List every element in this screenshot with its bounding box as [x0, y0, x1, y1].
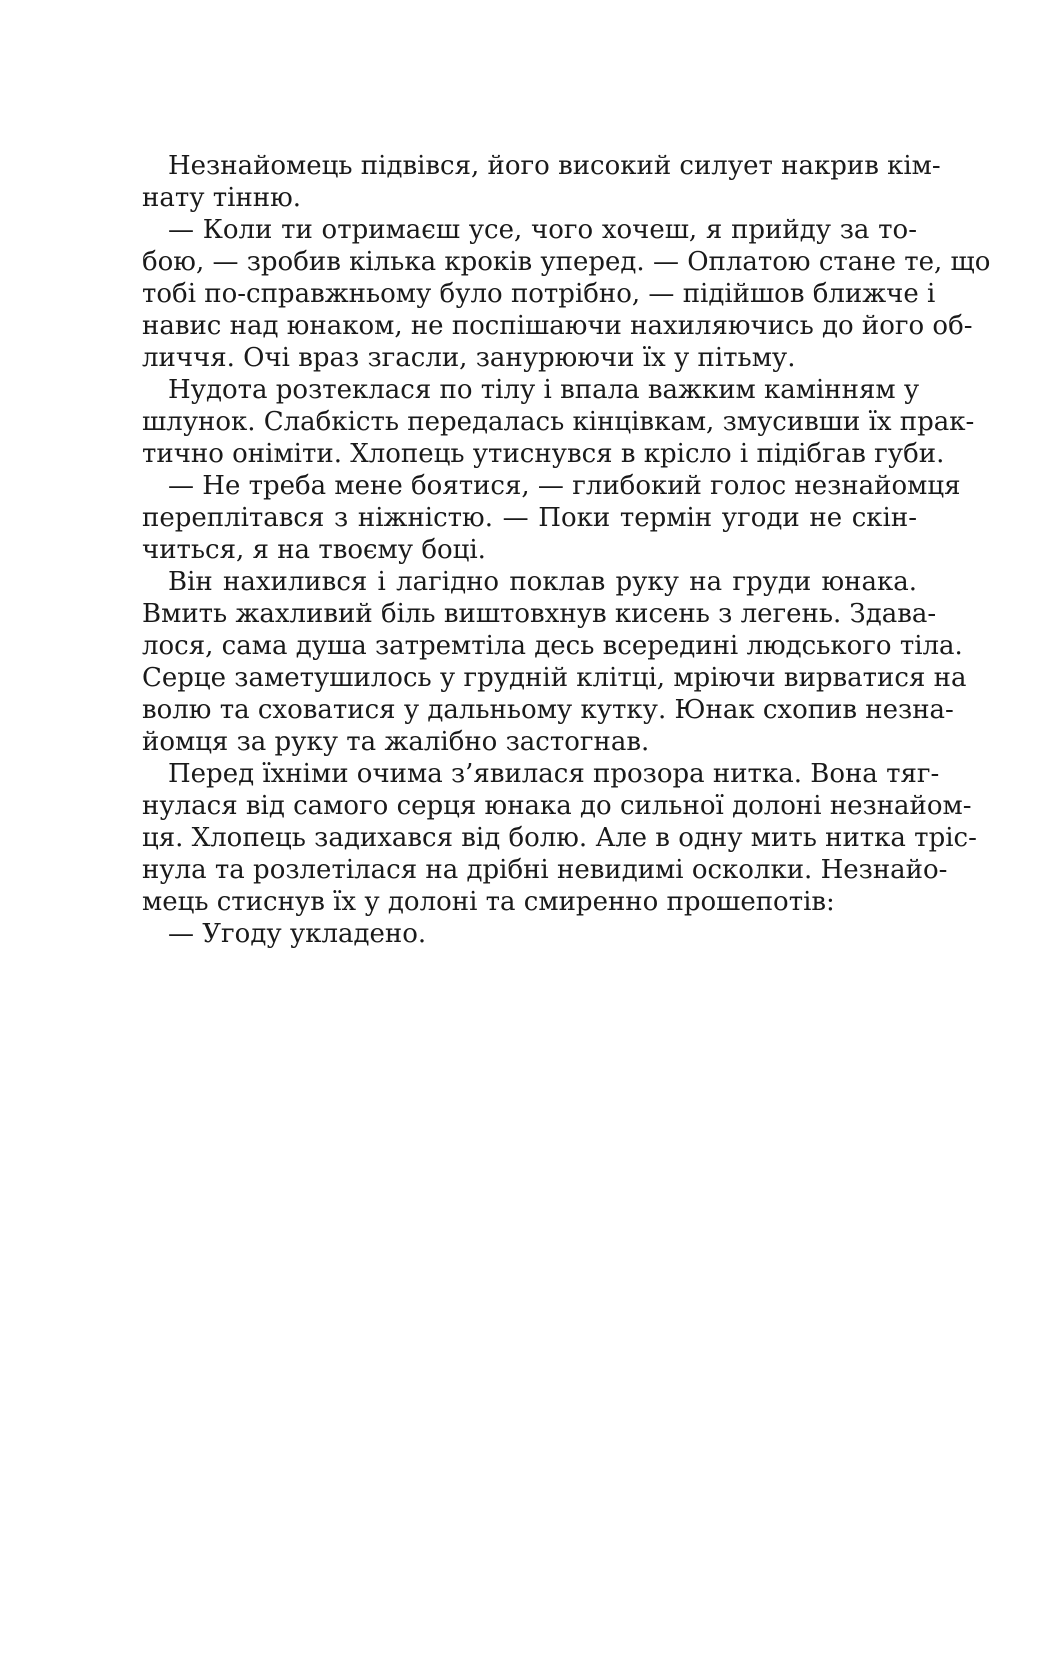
- paragraph: [142, 918, 917, 950]
- text-line: тобі по-справжньому було потрібно, — підійшов ближче і: [142, 279, 936, 309]
- text-line: мець стиснув їх у долоні та смиренно прошепотів:: [142, 887, 835, 917]
- paragraph: [142, 758, 977, 918]
- text-line: — Угоду укладено.: [168, 919, 427, 949]
- paragraph: [142, 374, 975, 470]
- text-line: Серце заметушилось у грудній клітці, мріючи вирватися на: [142, 663, 967, 693]
- text-line: нулася від самого серця юнака до сильної долоні незнайом-: [142, 791, 972, 821]
- text-line: бою, — зробив кілька кроків уперед. — Оплатою стане те, що: [142, 247, 991, 277]
- text-line: — Не треба мене боятися, — глибокий голос незнайомця: [168, 471, 961, 501]
- text-line: волю та сховатися у дальньому кутку. Юнак схопив незна-: [142, 695, 954, 725]
- text-line: читься, я на твоєму боці.: [142, 535, 486, 565]
- text-line: Незнайомець підвівся, його високий силует накрив кім-: [168, 151, 941, 181]
- text-line: тично оніміти. Хлопець утиснувся в крісло і підібгав губи.: [142, 439, 945, 469]
- text-line: личчя. Очі враз згасли, занурюючи їх у пітьму.: [142, 343, 796, 373]
- text-line: Нудота розтеклася по тілу і впала важким камінням у: [168, 375, 920, 405]
- text-line: йомця за руку та жалібно застогнав.: [142, 727, 650, 757]
- text-line: лося, сама душа затремтіла десь всередині людського тіла.: [142, 631, 963, 661]
- text-line: навис над юнаком, не поспішаючи нахиляючись до його об-: [142, 311, 973, 341]
- text-line: Перед їхніми очима з’явилася прозора нитка. Вона тяг-: [168, 759, 940, 789]
- paragraph: [142, 150, 941, 214]
- book-page-text: [142, 150, 991, 950]
- paragraph: [142, 470, 961, 566]
- text-line: нула та розлетілася на дрібні невидимі осколки. Незнайо-: [142, 855, 948, 885]
- text-line: ця. Хлопець задихався від болю. Але в одну мить нитка тріс-: [142, 823, 977, 853]
- text-line: нату тінню.: [142, 183, 302, 213]
- text-line: — Коли ти отримаєш усе, чого хочеш, я прийду за то-: [168, 215, 917, 245]
- text-line: шлунок. Слабкість передалась кінцівкам, змусивши їх прак-: [142, 407, 975, 437]
- text-line: переплітався з ніжністю. — Поки термін угоди не скін-: [142, 503, 917, 533]
- text-line: Він нахилився і лагідно поклав руку на груди юнака.: [168, 567, 917, 597]
- paragraph: [142, 566, 967, 758]
- text-line: Вмить жахливий біль виштовхнув кисень з легень. Здава-: [142, 599, 937, 629]
- paragraph: [142, 214, 991, 374]
